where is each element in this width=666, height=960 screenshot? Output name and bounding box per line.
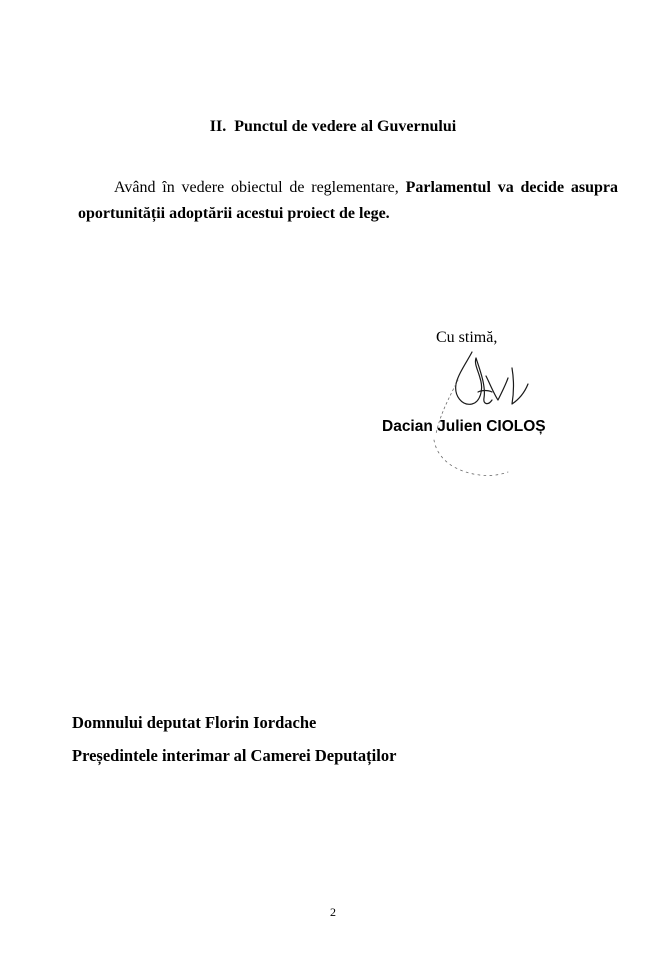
- addressee-line-1: Domnului deputat Florin Iordache: [72, 713, 317, 732]
- signer-name: Dacian Julien CIOLOȘ: [382, 418, 546, 435]
- body-paragraph: [78, 175, 618, 227]
- paragraph-intro: Având în vedere obiectul de reglementare,: [114, 179, 406, 196]
- addressee-line-2: Președintele interimar al Camerei Deputaților: [72, 746, 397, 765]
- section-number: II.: [209, 118, 227, 135]
- page-number: 2: [330, 905, 336, 919]
- paragraph-emphasis: Parlamentul va decide asupra oportunității adoptării acestui proiect de lege.: [78, 179, 618, 222]
- section-heading: [0, 118, 666, 136]
- closing-salutation: Cu stimă,: [436, 329, 498, 346]
- section-title: Punctul de vedere al Guvernului: [234, 118, 457, 135]
- handwritten-signature: [428, 340, 558, 490]
